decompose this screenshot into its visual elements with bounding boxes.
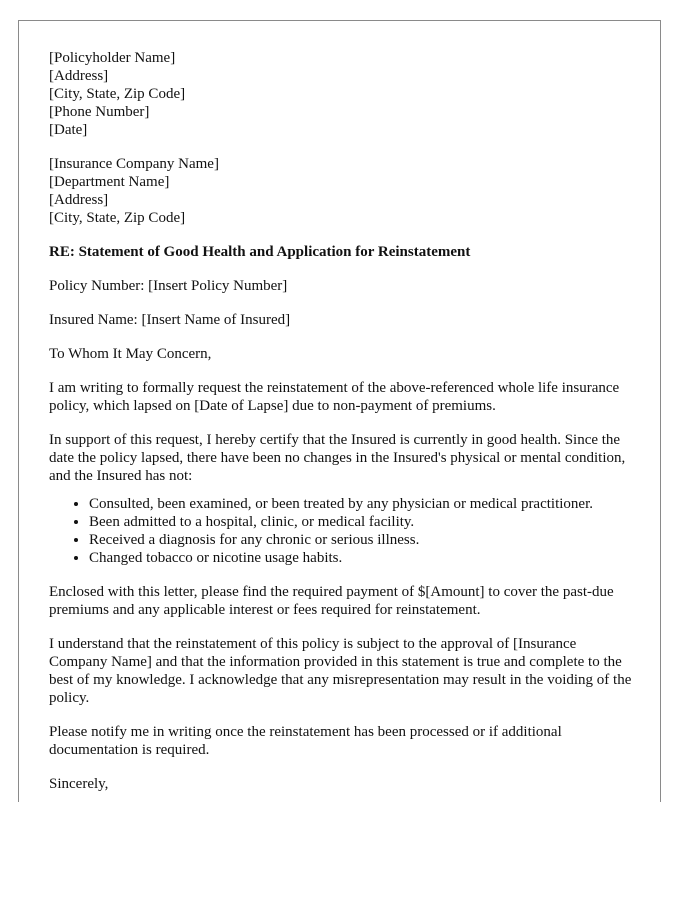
policy-number-line: Policy Number: [Insert Policy Number] [49,278,288,294]
sender-city-state-zip: [City, State, Zip Code] [49,86,186,102]
conditions-list [49,495,634,567]
sender-phone: [Phone Number] [49,104,150,120]
support-paragraph: In support of this request, I hereby certify that the Insured is currently in good health. Since the date the policy lapsed, there have been no changes in the Insured's physical or mental condition, and the Insured has not: [49,432,626,484]
letter-page [18,20,661,802]
understand-paragraph: I understand that the reinstatement of this policy is subject to the approval of [Insurance Company Name] and that the information provided in this statement is true and complete to the best of my knowledge. I acknowledge that any misrepresentation may result in the voiding of the policy. [49,636,632,706]
subject-line: RE: Statement of Good Health and Application for Reinstatement [49,244,471,260]
intro-paragraph: I am writing to formally request the reinstatement of the above-referenced whole life insurance policy, which lapsed on [Date of Lapse] due to non-payment of premiums. [49,380,620,414]
recipient-company: [Insurance Company Name] [49,156,219,172]
notify-paragraph: Please notify me in writing once the reinstatement has been processed or if additional documentation is required. [49,724,562,758]
list-item: • Consulted, been examined, or been treated by any physician or medical practitioner. [89,495,634,513]
sender-block [49,49,634,139]
letter-body [49,49,634,802]
list-item: • Changed tobacco or nicotine usage habits. [89,549,634,567]
enclosed-paragraph: Enclosed with this letter, please find the required payment of $[Amount] to cover the past-due premiums and any applicable interest or fees required for reinstatement. [49,584,614,618]
closing: Sincerely, [49,776,109,792]
recipient-city-state-zip: [City, State, Zip Code] [49,210,186,226]
list-item: • Received a diagnosis for any chronic or serious illness. [89,531,634,549]
salutation: To Whom It May Concern, [49,346,212,362]
recipient-block [49,155,634,227]
insured-name-line: Insured Name: [Insert Name of Insured] [49,312,291,328]
list-item: • Been admitted to a hospital, clinic, or medical facility. [89,513,634,531]
letter-date: [Date] [49,122,88,138]
sender-address: [Address] [49,68,109,84]
sender-name: [Policyholder Name] [49,50,176,66]
recipient-department: [Department Name] [49,174,170,190]
recipient-address: [Address] [49,192,109,208]
